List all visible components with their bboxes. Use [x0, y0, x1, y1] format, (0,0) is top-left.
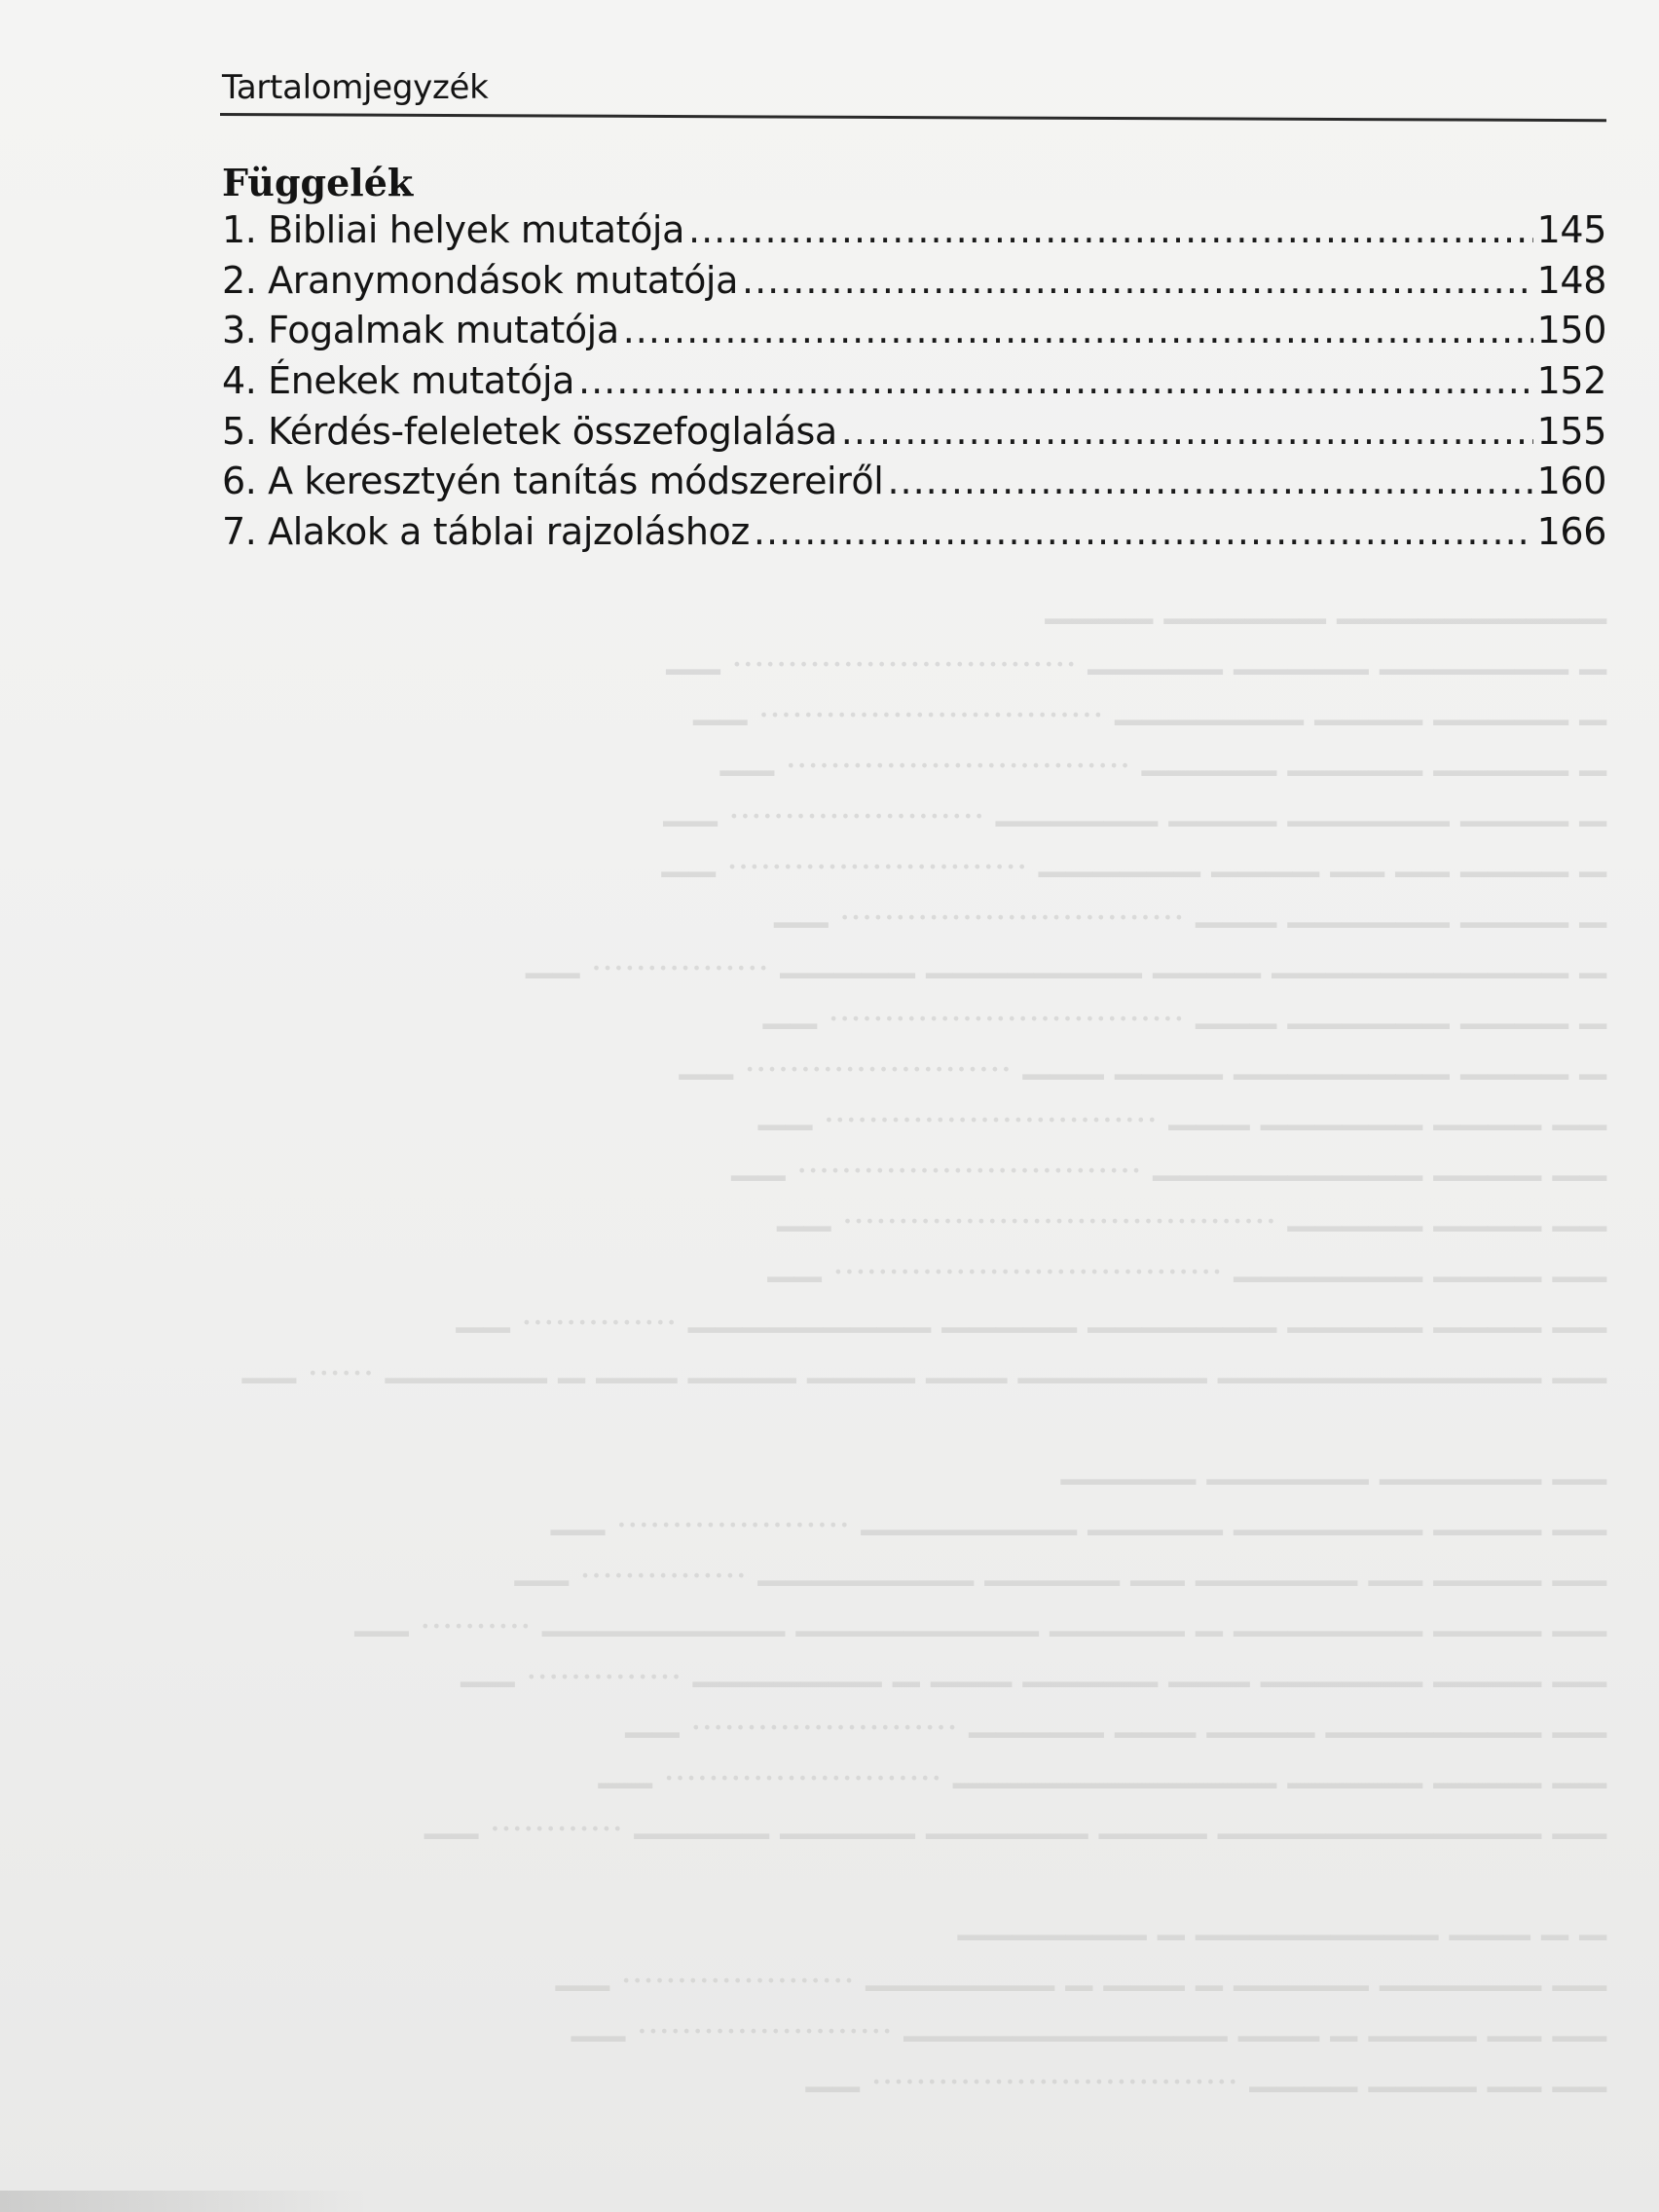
show-through-gap	[222, 1394, 1606, 1445]
toc-list	[222, 208, 1606, 561]
toc-leader-dots	[742, 259, 1533, 302]
toc-entry[interactable]	[222, 309, 1606, 359]
toc-entry-title: 1. Bibliai helyek mutatója	[222, 208, 684, 251]
scan-edge-shadow	[0, 2191, 370, 2212]
toc-entry-page: 166	[1536, 510, 1606, 554]
show-through-line: ▁▁▁▁▁▁▁▁▁▁ ▁▁▁▁▁▁ ▁▁▁▁	[1045, 584, 1606, 624]
show-through-line: ▁▁ ▁▁ ▁▁▁▁ ▁ ▁▁▁ ▁▁▁▁▁▁▁▁▁▁▁▁ ....................... ▁▁	[571, 2002, 1606, 2042]
toc-entry[interactable]	[222, 510, 1606, 561]
show-through-line: ▁▁ ▁▁▁▁ ▁▁▁▁▁▁ ▁▁▁ .............................. ▁▁	[757, 1090, 1606, 1130]
show-through-line: ▁ ▁▁▁▁ ▁▁▁▁▁▁ ▁▁▁ ................................ ▁▁	[762, 989, 1606, 1029]
toc-leader-dots	[578, 359, 1533, 402]
toc-leader-dots	[623, 309, 1533, 351]
show-through-line: ▁ ▁▁▁▁▁ ▁▁▁▁ ▁▁▁▁▁▁▁ ............................... ▁▁	[693, 685, 1606, 725]
show-through-line: ▁▁ ▁▁▁▁▁▁ ▁▁▁▁▁▁ ▁▁▁▁▁	[1060, 1445, 1606, 1485]
toc-leader-dots	[688, 208, 1533, 251]
show-through-line: ▁▁ ▁▁▁▁ ▁▁▁▁▁ ....................................... ▁▁	[777, 1192, 1606, 1232]
show-through-line: ▁ ▁ ▁▁▁ ▁▁▁▁▁▁▁▁▁ ▁ ▁▁▁▁▁▁▁	[957, 1900, 1606, 1940]
toc-entry-page: 152	[1536, 359, 1606, 403]
show-through-line: ▁▁ ▁▁▁▁ ▁▁▁▁▁▁ ▁▁▁ ▁▁▁▁▁ ▁▁▁ ▁ ▁▁▁▁▁▁▁ .............. ▁▁	[461, 1647, 1606, 1687]
show-through-line: ▁▁ ▁▁▁▁ ▁▁▁▁▁ ▁▁▁▁▁▁▁▁▁▁▁▁ ......................... ▁▁	[598, 1749, 1606, 1788]
toc-entry[interactable]	[222, 410, 1606, 461]
show-through-line: ▁▁ ▁▁ ▁▁▁▁ ▁▁▁▁ ................................. ▁▁	[805, 2052, 1606, 2092]
toc-leader-dots	[887, 460, 1532, 502]
toc-entry-page: 145	[1536, 208, 1606, 251]
show-through-line: ▁▁ ▁▁▁▁ ▁▁▁▁▁▁▁ ▁ ▁▁▁▁▁ ▁▁▁▁▁▁▁▁▁ ▁▁▁▁▁▁▁▁▁ .......... ▁▁	[354, 1597, 1606, 1637]
show-through-line: ▁▁ ▁▁▁▁ ▁▁▁▁▁▁▁ ................................... ▁▁	[767, 1242, 1606, 1282]
toc-entry-title: 2. Aranymondások mutatója	[222, 258, 738, 302]
running-head: Tartalomjegyzék	[222, 68, 489, 107]
toc-entry-title: 5. Kérdés-feleletek összefoglalása	[222, 409, 837, 453]
toc-entry-page: 155	[1536, 409, 1606, 453]
toc-leader-dots	[754, 510, 1533, 553]
appendix-title: Függelék	[222, 161, 414, 204]
toc-entry-title: 6. A keresztyén tanítás módszereiről	[222, 460, 884, 503]
show-through-texture	[222, 584, 1606, 2210]
show-through-line: ▁ ▁▁▁▁ ▁▁▁▁▁▁ ▁▁▁ ............................... ▁▁	[774, 888, 1606, 928]
toc-entry-page: 160	[1536, 460, 1606, 503]
show-through-line: ▁ ▁▁▁▁ ▁▁▁▁▁▁▁▁ ▁▁▁▁ ▁▁▁ ........................ ▁▁	[679, 1040, 1606, 1080]
show-through-line: ▁▁ ▁▁▁▁ ▁▁ ▁▁▁▁▁▁ ▁▁ ▁▁▁▁▁ ▁▁▁▁▁▁▁▁ ............... ▁▁	[514, 1546, 1606, 1586]
appendix-section	[222, 158, 1606, 561]
toc-entry-page: 150	[1536, 309, 1606, 352]
show-through-line: ▁ ▁▁▁▁▁▁▁ ▁▁▁▁▁ ▁▁▁▁▁ ............................... ▁▁	[666, 635, 1606, 675]
toc-entry-page: 148	[1536, 258, 1606, 302]
show-through-line: ▁▁ ▁▁▁▁▁▁▁▁ ▁▁▁▁ ▁▁▁ ▁▁▁▁▁ ........................ ▁▁	[625, 1698, 1606, 1738]
show-through-line: ▁ ▁▁▁▁▁ ▁▁▁▁▁ ▁▁▁▁▁ ............................... ▁▁	[719, 736, 1606, 776]
show-through-line: ▁▁ ▁▁▁▁▁▁ ▁▁▁▁▁ ▁ ▁▁▁ ▁ ▁▁▁▁▁▁▁ ..................... ▁▁	[555, 1951, 1606, 1991]
show-through-line: ▁ ▁▁▁▁▁▁▁▁▁▁▁ ▁▁▁▁ ▁▁▁▁▁▁▁▁ ▁▁▁▁▁ ................ ▁▁	[525, 939, 1606, 978]
toc-entry-title: 4. Énekek mutatója	[222, 359, 575, 403]
toc-entry[interactable]	[222, 460, 1606, 510]
show-through-gap	[222, 1850, 1606, 1900]
show-through-line: ▁▁ ▁▁▁▁ ▁▁▁▁▁▁▁▁▁▁ ............................... ▁▁	[731, 1141, 1606, 1181]
show-through-line: ▁▁ ▁▁▁▁ ▁▁▁▁▁ ▁▁▁▁▁▁▁ ▁▁▁▁▁ ▁▁▁▁▁▁▁▁▁ .............. ▁▁	[456, 1293, 1606, 1333]
show-through-line: ▁ ▁▁▁▁ ▁▁▁▁▁▁ ▁▁▁▁ ▁▁▁▁▁▁ ....................... ▁▁	[663, 787, 1606, 827]
toc-entry-title: 7. Alakok a táblai rajzoláshoz	[222, 510, 750, 554]
show-through-line: ▁▁ ▁▁▁▁▁▁▁▁▁▁▁▁ ▁▁▁▁▁▁▁ ▁▁▁ ▁▁▁▁ ▁▁▁▁ ▁▁▁ ▁ ▁▁▁▁▁▁ ...... ▁▁	[241, 1344, 1606, 1383]
show-through-line: ▁▁ ▁▁▁▁▁▁▁▁▁▁▁▁ ▁▁▁▁ ▁▁▁▁▁▁ ▁▁▁▁▁ ▁▁▁▁▁ ............ ▁▁	[424, 1799, 1606, 1839]
show-through-line: ▁ ▁▁▁▁ ▁▁ ▁▁ ▁▁▁▁ ▁▁▁▁▁▁ ........................... ▁▁	[661, 837, 1606, 877]
toc-entry[interactable]	[222, 359, 1606, 410]
show-through-line: ▁▁ ▁▁▁▁ ▁▁▁▁▁▁▁ ▁▁▁▁▁ ▁▁▁▁▁▁▁▁ ..................... ▁▁	[550, 1495, 1606, 1535]
toc-entry-title: 3. Fogalmak mutatója	[222, 309, 619, 352]
header-rule	[220, 113, 1606, 122]
toc-leader-dots	[841, 410, 1533, 453]
toc-entry[interactable]	[222, 208, 1606, 259]
toc-entry[interactable]	[222, 259, 1606, 310]
